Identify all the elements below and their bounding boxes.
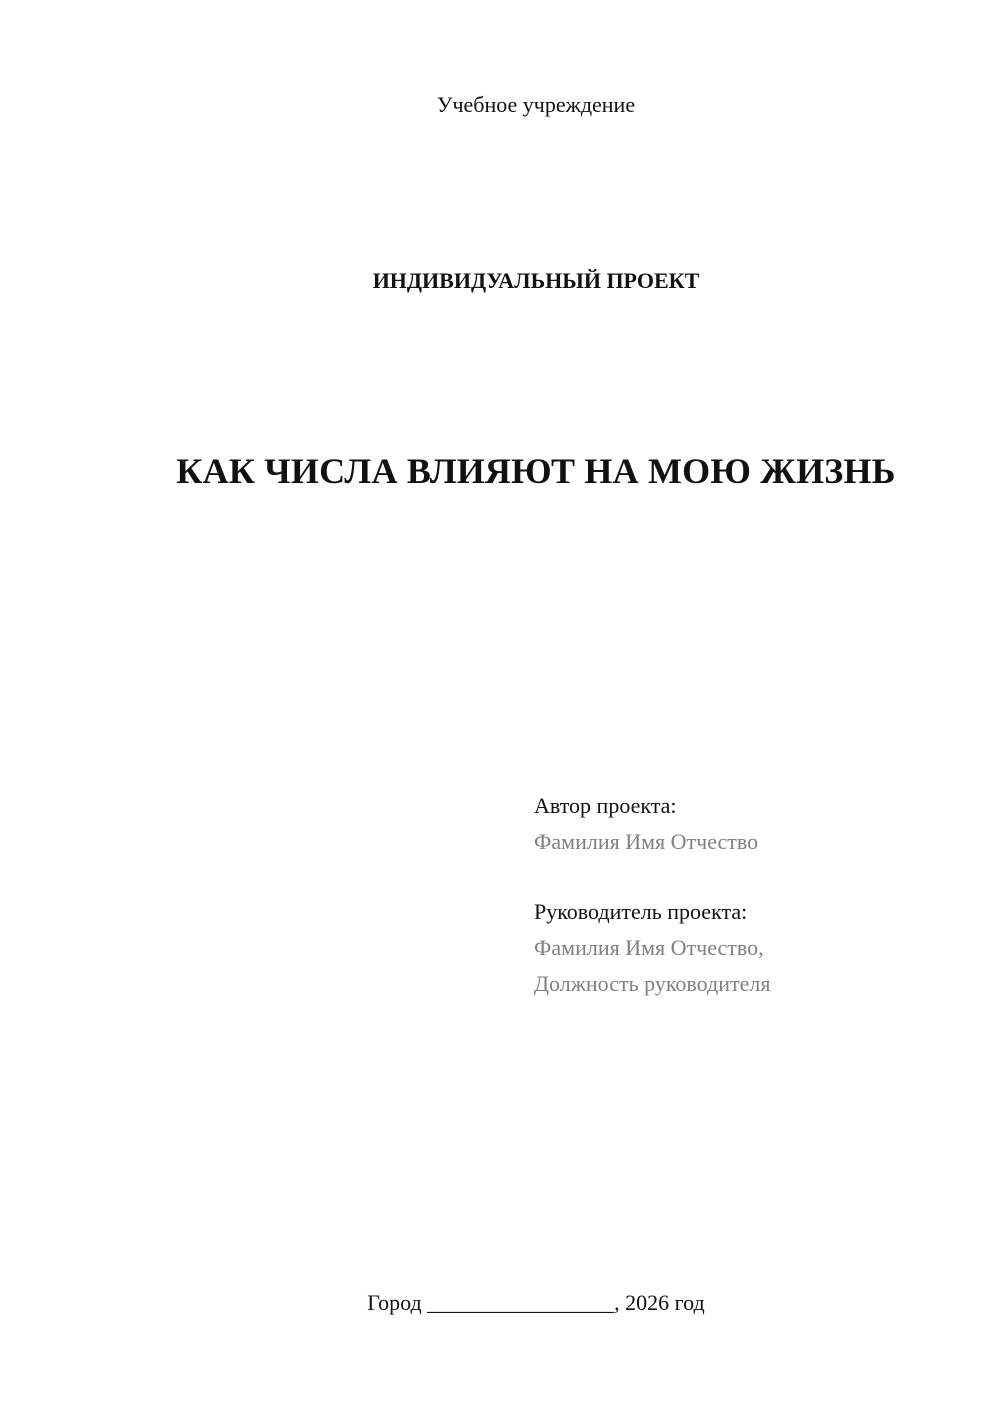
supervisor-position-placeholder: Должность руководителя	[534, 971, 771, 996]
block-spacer	[534, 860, 770, 894]
author-label: Автор проекта:	[534, 793, 677, 818]
institution-name: Учебное учреждение	[436, 92, 636, 117]
project-title: КАК ЧИСЛА ВЛИЯЮТ НА МОЮ ЖИЗНЬ	[176, 451, 896, 491]
supervisor-name-placeholder: Фамилия Имя Отчество,	[534, 935, 764, 960]
document-type-heading: ИНДИВИДУАЛЬНЫЙ ПРОЕКТ	[372, 268, 700, 293]
supervisor-label: Руководитель проекта:	[534, 899, 748, 924]
author-block	[534, 788, 770, 1002]
city-year-line: Город _________________, 2026 год	[367, 1290, 705, 1315]
author-name-placeholder: Фамилия Имя Отчество	[534, 829, 759, 854]
